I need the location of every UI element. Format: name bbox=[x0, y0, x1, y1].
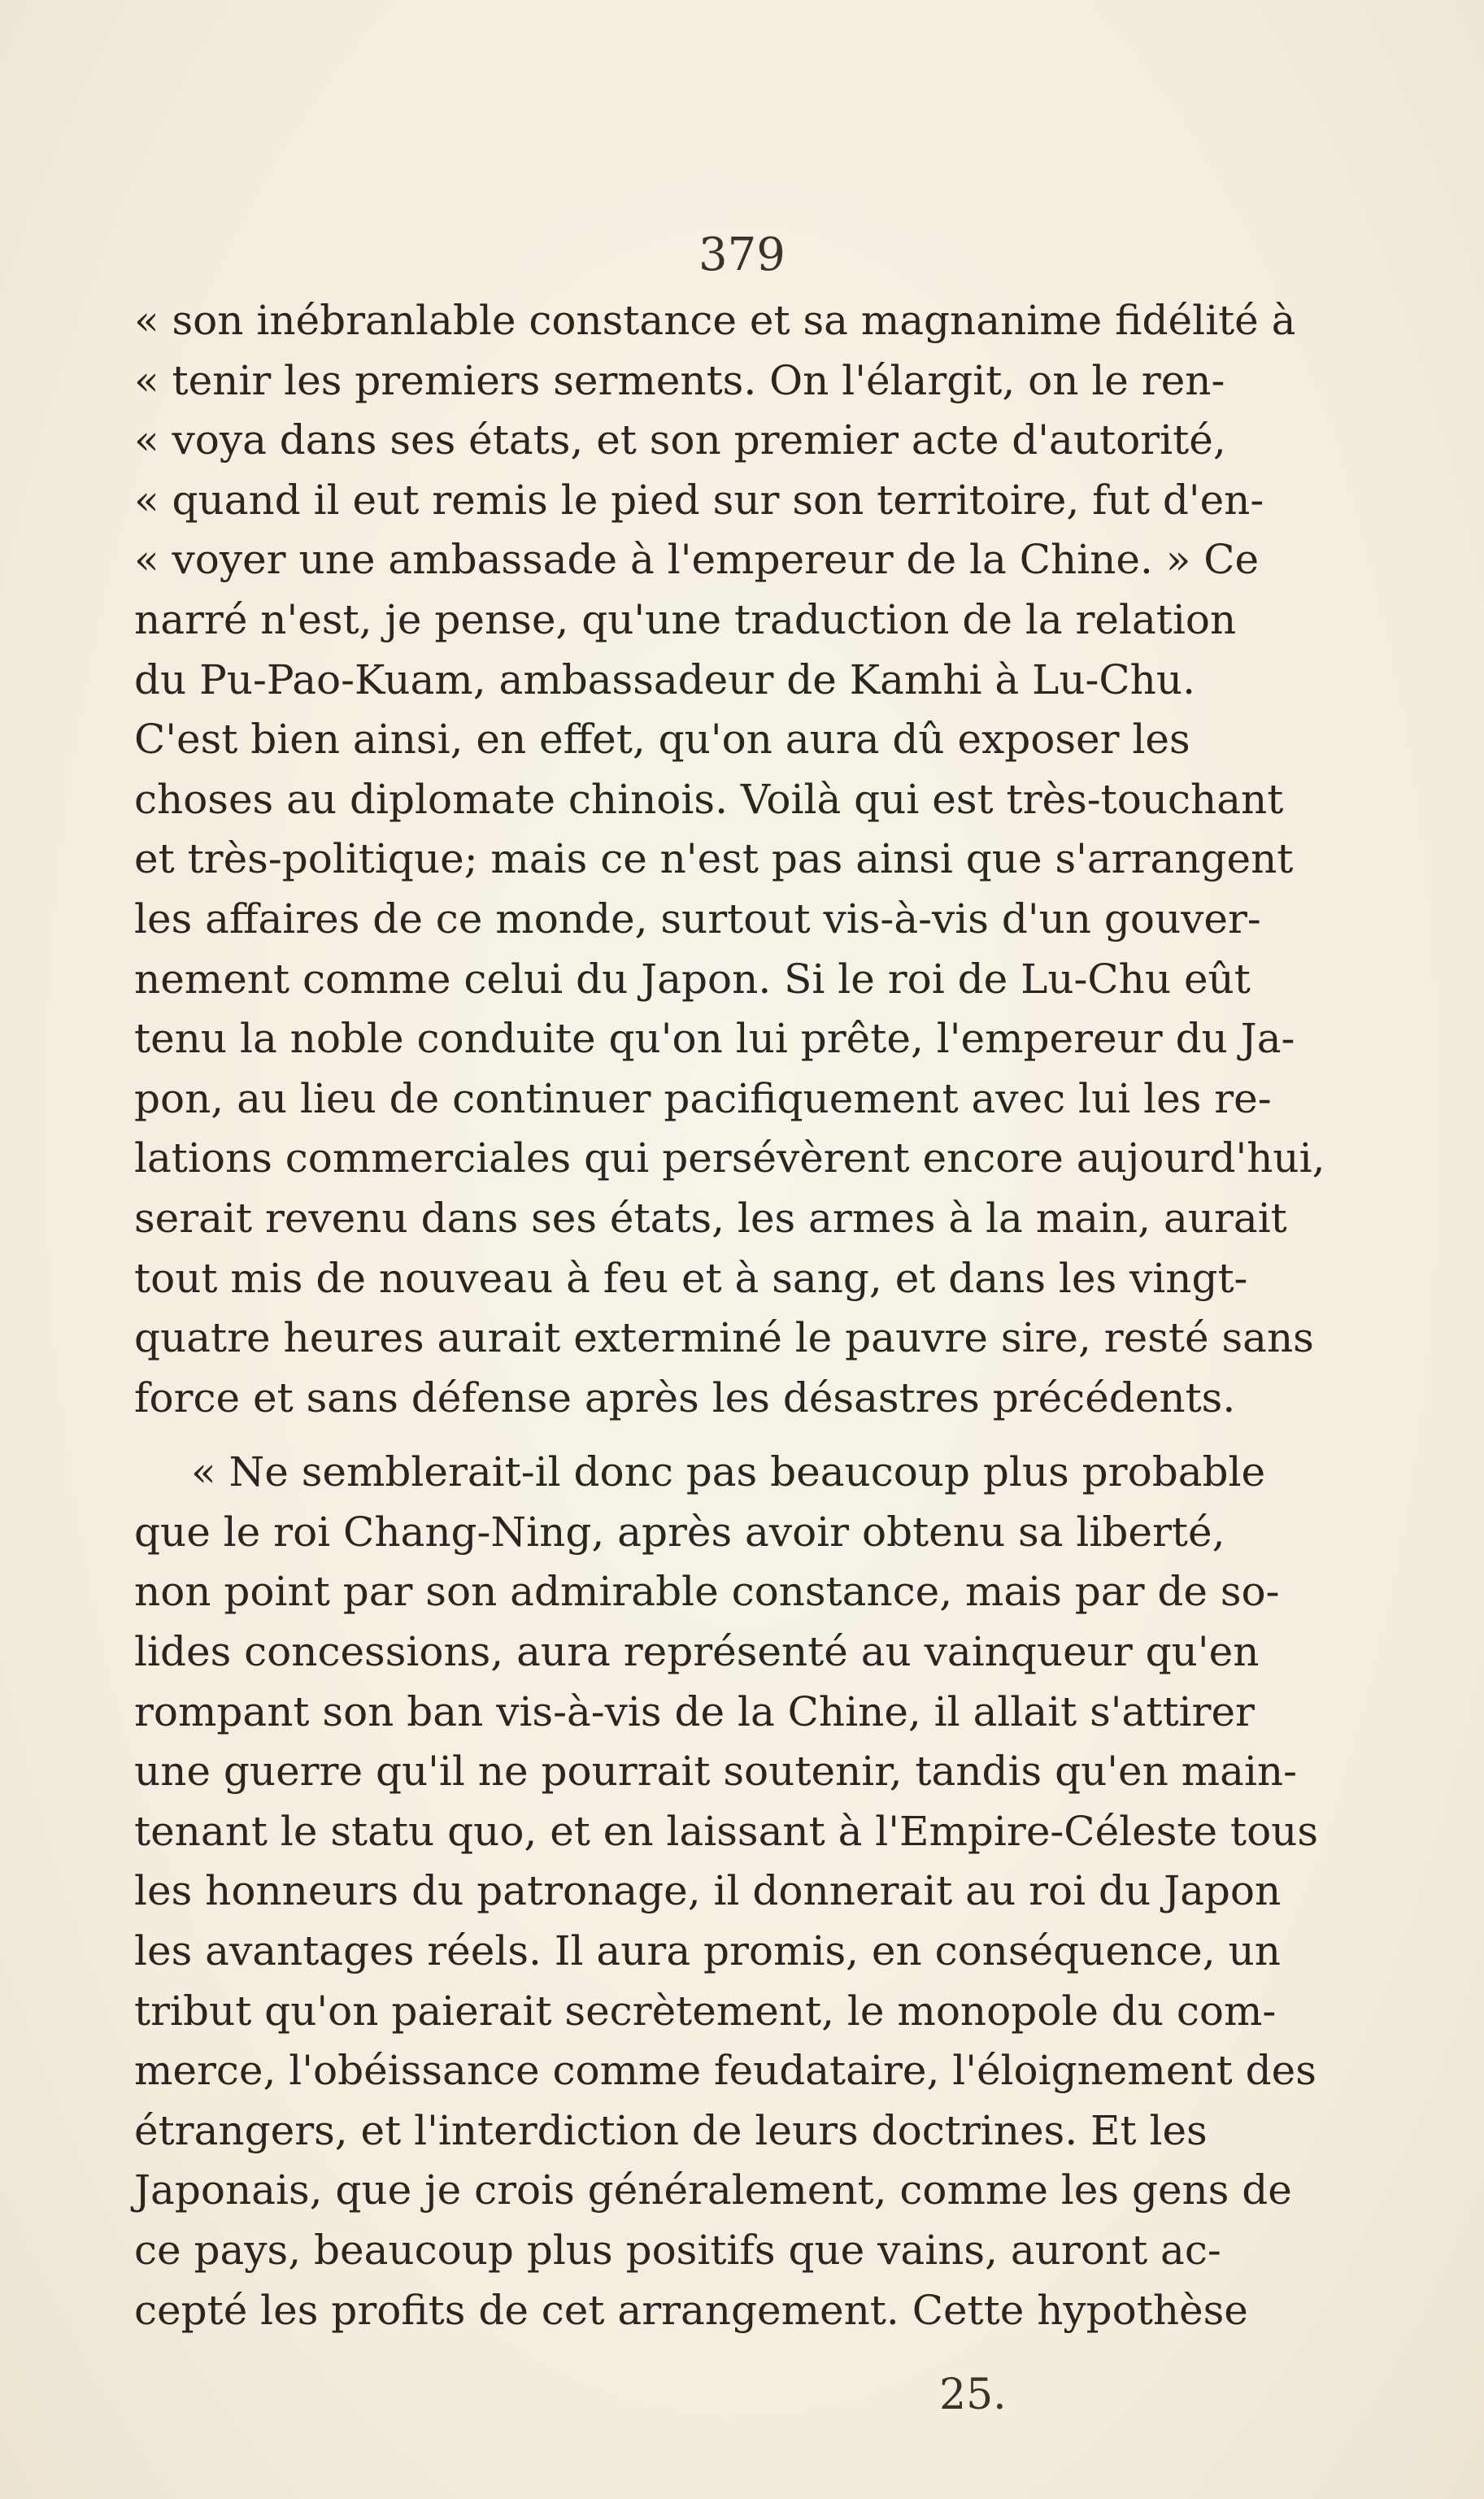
text-line: du Pu-Pao-Kuam, ambassadeur de Kamhi à Lu-Chu. bbox=[134, 655, 1195, 703]
signature-mark: 25. bbox=[939, 2371, 1007, 2419]
text-line: non point par son admirable constance, mais par de so- bbox=[134, 1568, 1280, 1616]
text-line: ce pays, beaucoup plus positifs que vains, auront ac- bbox=[134, 2227, 1221, 2274]
text-line: quatre heures aurait exterminé le pauvre sire, resté sans bbox=[134, 1314, 1314, 1362]
text-line: lides concessions, aura représenté au vainqueur qu'en bbox=[134, 1628, 1260, 1676]
text-line: les avantages réels. Il aura promis, en conséquence, un bbox=[134, 1927, 1281, 1975]
text-line: Japonais, que je crois généralement, comme les gens de bbox=[134, 2166, 1292, 2214]
text-line: pon, au lieu de continuer pacifiquement avec lui les re- bbox=[134, 1074, 1272, 1122]
text-line: étrangers, et l'interdiction de leurs doctrines. Et les bbox=[134, 2106, 1208, 2154]
paragraph-gap bbox=[134, 1428, 1130, 1443]
text-line: « voyer une ambassade à l'empereur de la Chine. » Ce bbox=[134, 536, 1260, 584]
text-line: force et sans défense après les désastres précédents. bbox=[134, 1374, 1236, 1421]
text-line: narré n'est, je pense, qu'une traduction de la relation bbox=[134, 595, 1237, 643]
text-line: merce, l'obéissance comme feudataire, l'éloignement des bbox=[134, 2047, 1316, 2095]
text-line: cepté les profits de cet arrangement. Cette hypothèse bbox=[134, 2286, 1248, 2334]
text-line: les affaires de ce monde, surtout vis-à-vis d'un gouver- bbox=[134, 895, 1261, 943]
text-line: rompant son ban vis-à-vis de la Chine, il allait s'attirer bbox=[134, 1687, 1255, 1735]
text-block bbox=[134, 291, 1325, 2340]
text-line: « Ne semblerait-il donc pas beaucoup plus probable bbox=[191, 1448, 1266, 1496]
text-line: « voya dans ses états, et son premier acte d'autorité, bbox=[134, 416, 1226, 464]
text-line: tenant le statu quo, et en laissant à l'Empire-Céleste tous bbox=[134, 1807, 1319, 1855]
text-line: tout mis de nouveau à feu et à sang, et dans les vingt- bbox=[134, 1254, 1248, 1302]
page-number: 379 bbox=[698, 229, 786, 281]
text-line: lations commerciales qui persévèrent encore aujourd'hui, bbox=[134, 1134, 1325, 1182]
text-line: « son inébranlable constance et sa magnanime fidélité à bbox=[134, 297, 1296, 344]
text-line: « quand il eut remis le pied sur son territoire, fut d'en- bbox=[134, 476, 1264, 524]
text-line: choses au diplomate chinois. Voilà qui est très-touchant bbox=[134, 775, 1284, 823]
text-line: serait revenu dans ses états, les armes à la main, aurait bbox=[134, 1194, 1287, 1242]
text-line: les honneurs du patronage, il donnerait au roi du Japon bbox=[134, 1867, 1282, 1915]
text-line: que le roi Chang-Ning, après avoir obtenu sa liberté, bbox=[134, 1508, 1225, 1556]
text-line: nement comme celui du Japon. Si le roi de Lu-Chu eût bbox=[134, 955, 1251, 1003]
text-line: tenu la noble conduite qu'on lui prête, l'empereur du Ja- bbox=[134, 1015, 1295, 1063]
paragraph-1 bbox=[134, 291, 1325, 1428]
text-line: tribut qu'on paierait secrètement, le monopole du com- bbox=[134, 1987, 1277, 2035]
text-line: C'est bien ainsi, en effet, qu'on aura dû exposer les bbox=[134, 716, 1190, 764]
paragraph-2 bbox=[134, 1443, 1319, 2340]
text-line: une guerre qu'il ne pourrait soutenir, tandis qu'en main- bbox=[134, 1748, 1298, 1796]
text-line: « tenir les premiers serments. On l'élargit, on le ren- bbox=[134, 356, 1225, 404]
text-line: et très-politique; mais ce n'est pas ainsi que s'arrangent bbox=[134, 835, 1294, 883]
